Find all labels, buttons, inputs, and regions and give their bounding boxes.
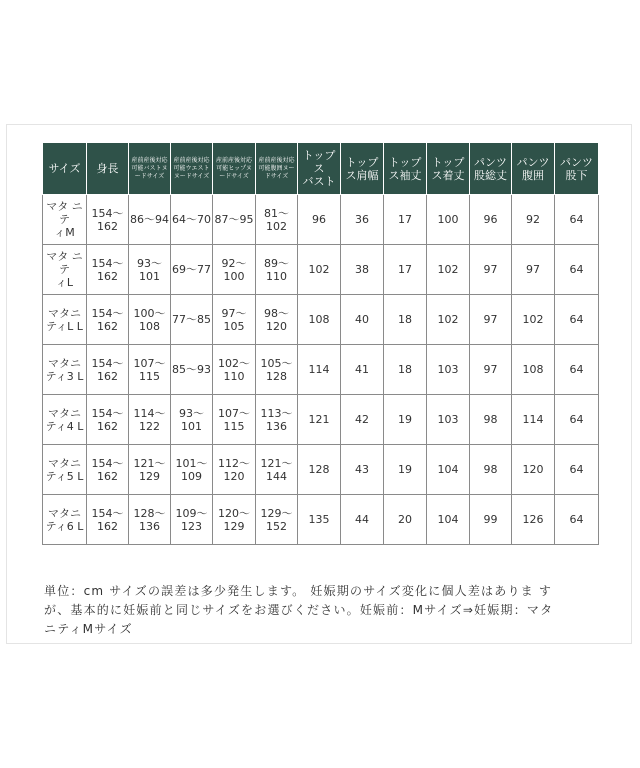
table-cell <box>555 295 599 345</box>
table-cell <box>555 345 599 395</box>
column-header-label: 産前産後対応 可能バストヌ ードサイズ <box>131 156 168 180</box>
cell-value: 98 <box>483 463 498 476</box>
cell-value: 43 <box>355 463 369 476</box>
cell-value: 97 <box>483 363 498 376</box>
column-header-label: 産前産後対応 可能腹囲ヌー ドサイズ <box>258 156 295 180</box>
column-header-label: 身長 <box>96 162 119 175</box>
cell-value: 126 <box>522 513 544 526</box>
table-cell <box>298 495 341 545</box>
cell-value: 104 <box>437 513 459 526</box>
table-cell <box>341 245 384 295</box>
column-header <box>129 143 171 195</box>
table-cell <box>171 195 213 245</box>
cell-value: 108 <box>522 363 544 376</box>
table-cell <box>171 395 213 445</box>
column-header <box>555 143 599 195</box>
cell-value: 154〜 162 <box>91 206 124 233</box>
cell-value: 85〜93 <box>172 363 211 376</box>
column-header <box>512 143 555 195</box>
table-header <box>43 143 599 195</box>
table-cell <box>512 395 555 445</box>
table-cell <box>427 495 470 545</box>
table-cell <box>213 245 256 295</box>
cell-value: 98 <box>483 413 498 426</box>
cell-value: 64 <box>569 263 584 276</box>
size-table <box>42 142 599 545</box>
table-cell <box>256 345 298 395</box>
column-header <box>256 143 298 195</box>
table-cell <box>470 195 512 245</box>
cell-value: 129〜 152 <box>260 506 293 533</box>
table-cell <box>341 445 384 495</box>
table-cell <box>341 345 384 395</box>
cell-value: 77〜85 <box>172 313 211 326</box>
table-cell <box>256 195 298 245</box>
table-cell <box>129 395 171 445</box>
table-row <box>43 345 599 395</box>
cell-value: 64 <box>569 363 584 376</box>
cell-value: 99 <box>483 513 498 526</box>
size-name-cell <box>43 295 87 345</box>
column-header <box>171 143 213 195</box>
cell-value: 93〜101 <box>137 256 162 283</box>
table-cell <box>470 495 512 545</box>
table-cell <box>256 245 298 295</box>
cell-value: 102 <box>308 263 330 276</box>
header-row <box>43 143 599 195</box>
table-cell <box>256 445 298 495</box>
column-header-label: パンツ 腹囲 <box>516 155 550 182</box>
table-cell <box>171 245 213 295</box>
cell-value: 81〜102 <box>264 206 289 233</box>
table-cell <box>256 495 298 545</box>
table-cell <box>512 295 555 345</box>
table-cell <box>213 445 256 495</box>
table-cell <box>87 495 129 545</box>
column-header <box>470 143 512 195</box>
cell-value: 17 <box>398 263 412 276</box>
size-name-cell <box>43 345 87 395</box>
cell-value: 87〜95 <box>214 213 254 226</box>
table-cell <box>129 195 171 245</box>
cell-value: 105〜 128 <box>260 356 293 383</box>
table-cell <box>512 195 555 245</box>
cell-value: 69〜77 <box>172 263 211 276</box>
column-header-label: 産前産後対応 可能ヒップヌ ードサイズ <box>215 156 252 180</box>
size-note <box>44 582 604 639</box>
table-cell <box>129 295 171 345</box>
cell-value: 18 <box>398 313 412 326</box>
cell-value: 135 <box>308 513 330 526</box>
table-cell <box>384 445 427 495</box>
cell-value: 114〜 122 <box>133 406 166 433</box>
table-cell <box>341 395 384 445</box>
cell-value: 97 <box>483 313 498 326</box>
table-cell <box>470 295 512 345</box>
cell-value: マタニ ティL L <box>46 306 83 333</box>
cell-value: 104 <box>437 463 459 476</box>
cell-value: 96 <box>312 213 326 226</box>
cell-value: 93〜101 <box>179 406 204 433</box>
table-cell <box>384 495 427 545</box>
cell-value: 19 <box>398 413 412 426</box>
table-row <box>43 495 599 545</box>
cell-value: マタ ニテ ィL <box>46 250 83 289</box>
table-cell <box>512 345 555 395</box>
cell-value: 113〜 136 <box>260 406 293 433</box>
cell-value: 154〜 162 <box>91 456 124 483</box>
cell-value: 36 <box>355 213 369 226</box>
table-cell <box>87 395 129 445</box>
cell-value: マタニ ティ3 L <box>45 356 84 383</box>
table-cell <box>427 345 470 395</box>
cell-value: 154〜 162 <box>91 506 124 533</box>
cell-value: 89〜110 <box>264 256 289 283</box>
cell-value: 121 <box>308 413 330 426</box>
cell-value: 92 <box>526 213 540 226</box>
cell-value: 18 <box>398 363 412 376</box>
cell-value: 41 <box>355 363 369 376</box>
table-cell <box>470 395 512 445</box>
table-cell <box>427 195 470 245</box>
table-cell <box>129 345 171 395</box>
size-name-cell <box>43 495 87 545</box>
table-cell <box>384 395 427 445</box>
table-cell <box>384 195 427 245</box>
column-header-label: サイズ <box>48 162 81 175</box>
column-header <box>384 143 427 195</box>
column-header-label: トップ ス肩幅 <box>345 155 379 182</box>
cell-value: 103 <box>437 413 459 426</box>
column-header <box>43 143 87 195</box>
table-cell <box>213 395 256 445</box>
table-cell <box>298 345 341 395</box>
table-cell <box>512 245 555 295</box>
table-cell <box>341 295 384 345</box>
table-cell <box>129 245 171 295</box>
table-body <box>43 195 599 545</box>
table-cell <box>384 295 427 345</box>
table-cell <box>298 245 341 295</box>
cell-value: 107〜 115 <box>218 406 250 433</box>
cell-value: 101〜 109 <box>175 456 208 483</box>
cell-value: 64 <box>569 513 584 526</box>
table-cell <box>341 195 384 245</box>
cell-value: 100〜 108 <box>133 306 166 333</box>
table-cell <box>512 445 555 495</box>
table-cell <box>470 445 512 495</box>
table-cell <box>129 445 171 495</box>
cell-value: マタニ ティ6 L <box>45 506 84 533</box>
cell-value: 102 <box>522 313 544 326</box>
cell-value: 108 <box>308 313 330 326</box>
note-line-2: が、基本的に妊娠前と同じサイズをお選びください。妊娠前：Mサイズ⇒妊娠期：マタ <box>44 603 554 617</box>
column-header <box>341 143 384 195</box>
cell-value: 42 <box>355 413 369 426</box>
cell-value: 19 <box>398 463 412 476</box>
table-cell <box>298 295 341 345</box>
cell-value: 154〜 162 <box>91 356 124 383</box>
table-cell <box>298 195 341 245</box>
table-cell <box>213 345 256 395</box>
table-cell <box>171 495 213 545</box>
table-cell <box>171 295 213 345</box>
column-header-label: トップス バスト <box>302 149 336 188</box>
column-header <box>87 143 129 195</box>
table-cell <box>213 495 256 545</box>
table-cell <box>384 345 427 395</box>
size-name-cell <box>43 395 87 445</box>
cell-value: 64 <box>569 463 584 476</box>
cell-value: 64 <box>569 213 584 226</box>
table-cell <box>555 495 599 545</box>
table-cell <box>171 345 213 395</box>
table-cell <box>555 245 599 295</box>
cell-value: 114 <box>308 363 330 376</box>
cell-value: 128 <box>308 463 330 476</box>
cell-value: 120〜 129 <box>218 506 250 533</box>
column-header <box>298 143 341 195</box>
cell-value: 102〜 110 <box>218 356 250 383</box>
size-name-cell <box>43 245 87 295</box>
table-cell <box>555 195 599 245</box>
cell-value: マタニ ティ5 L <box>45 456 84 483</box>
table-cell <box>427 295 470 345</box>
cell-value: 114 <box>522 413 544 426</box>
cell-value: 64 <box>569 313 584 326</box>
cell-value: 154〜 162 <box>91 306 124 333</box>
table-cell <box>171 445 213 495</box>
table-cell <box>384 245 427 295</box>
size-name-cell <box>43 195 87 245</box>
table-cell <box>87 295 129 345</box>
cell-value: 103 <box>437 363 459 376</box>
column-header-label: パンツ 股下 <box>560 155 593 182</box>
table-cell <box>87 245 129 295</box>
cell-value: 121〜 144 <box>260 456 293 483</box>
cell-value: 97〜105 <box>221 306 247 333</box>
table-row <box>43 445 599 495</box>
cell-value: 109〜 123 <box>175 506 208 533</box>
cell-value: 107〜 115 <box>133 356 166 383</box>
note-line-3: ニティMサイズ <box>44 622 133 636</box>
cell-value: 92〜100 <box>221 256 247 283</box>
cell-value: 154〜 162 <box>91 406 124 433</box>
cell-value: 98〜120 <box>264 306 289 333</box>
table-cell <box>87 445 129 495</box>
column-header-label: トップ ス着丈 <box>431 155 465 182</box>
cell-value: 102 <box>437 313 459 326</box>
table-cell <box>555 445 599 495</box>
column-header-label: パンツ 股総丈 <box>474 155 507 182</box>
column-header <box>213 143 256 195</box>
table-cell <box>298 445 341 495</box>
cell-value: 40 <box>355 313 369 326</box>
cell-value: 112〜 120 <box>218 456 250 483</box>
cell-value: 20 <box>398 513 412 526</box>
size-name-cell <box>43 445 87 495</box>
cell-value: 97 <box>526 263 540 276</box>
cell-value: 86〜94 <box>130 213 169 226</box>
table-cell <box>427 445 470 495</box>
table-cell <box>129 495 171 545</box>
table-row <box>43 195 599 245</box>
cell-value: 102 <box>437 263 459 276</box>
column-header-label: トップ ス袖丈 <box>388 155 422 182</box>
cell-value: 96 <box>483 213 498 226</box>
table-cell <box>341 495 384 545</box>
table-cell <box>470 245 512 295</box>
table-cell <box>213 195 256 245</box>
table-cell <box>213 295 256 345</box>
table-cell <box>87 195 129 245</box>
table-cell <box>555 395 599 445</box>
table-row <box>43 395 599 445</box>
cell-value: 64〜70 <box>172 213 211 226</box>
cell-value: 38 <box>355 263 369 276</box>
note-line-1: 単位：cm サイズの誤差は多少発生します。 妊娠期のサイズ変化に個人差はありま す <box>44 584 553 598</box>
table-cell <box>427 395 470 445</box>
cell-value: マタニ ティ4 L <box>45 406 84 433</box>
table-cell <box>427 245 470 295</box>
cell-value: 100 <box>437 213 459 226</box>
cell-value: 120 <box>522 463 544 476</box>
cell-value: 128〜 136 <box>133 506 166 533</box>
table-cell <box>512 495 555 545</box>
cell-value: 44 <box>355 513 369 526</box>
table-row <box>43 295 599 345</box>
cell-value: 121〜 129 <box>133 456 166 483</box>
cell-value: 97 <box>483 263 498 276</box>
table-cell <box>470 345 512 395</box>
table-cell <box>298 395 341 445</box>
cell-value: 154〜 162 <box>91 256 124 283</box>
column-header-label: 産前産後対応 可能ウエスト ヌードサイズ <box>173 156 210 180</box>
cell-value: マタ ニテ ィM <box>46 200 83 239</box>
cell-value: 17 <box>398 213 412 226</box>
table-cell <box>256 295 298 345</box>
table-row <box>43 245 599 295</box>
column-header <box>427 143 470 195</box>
table-cell <box>256 395 298 445</box>
cell-value: 64 <box>569 413 584 426</box>
table-cell <box>87 345 129 395</box>
